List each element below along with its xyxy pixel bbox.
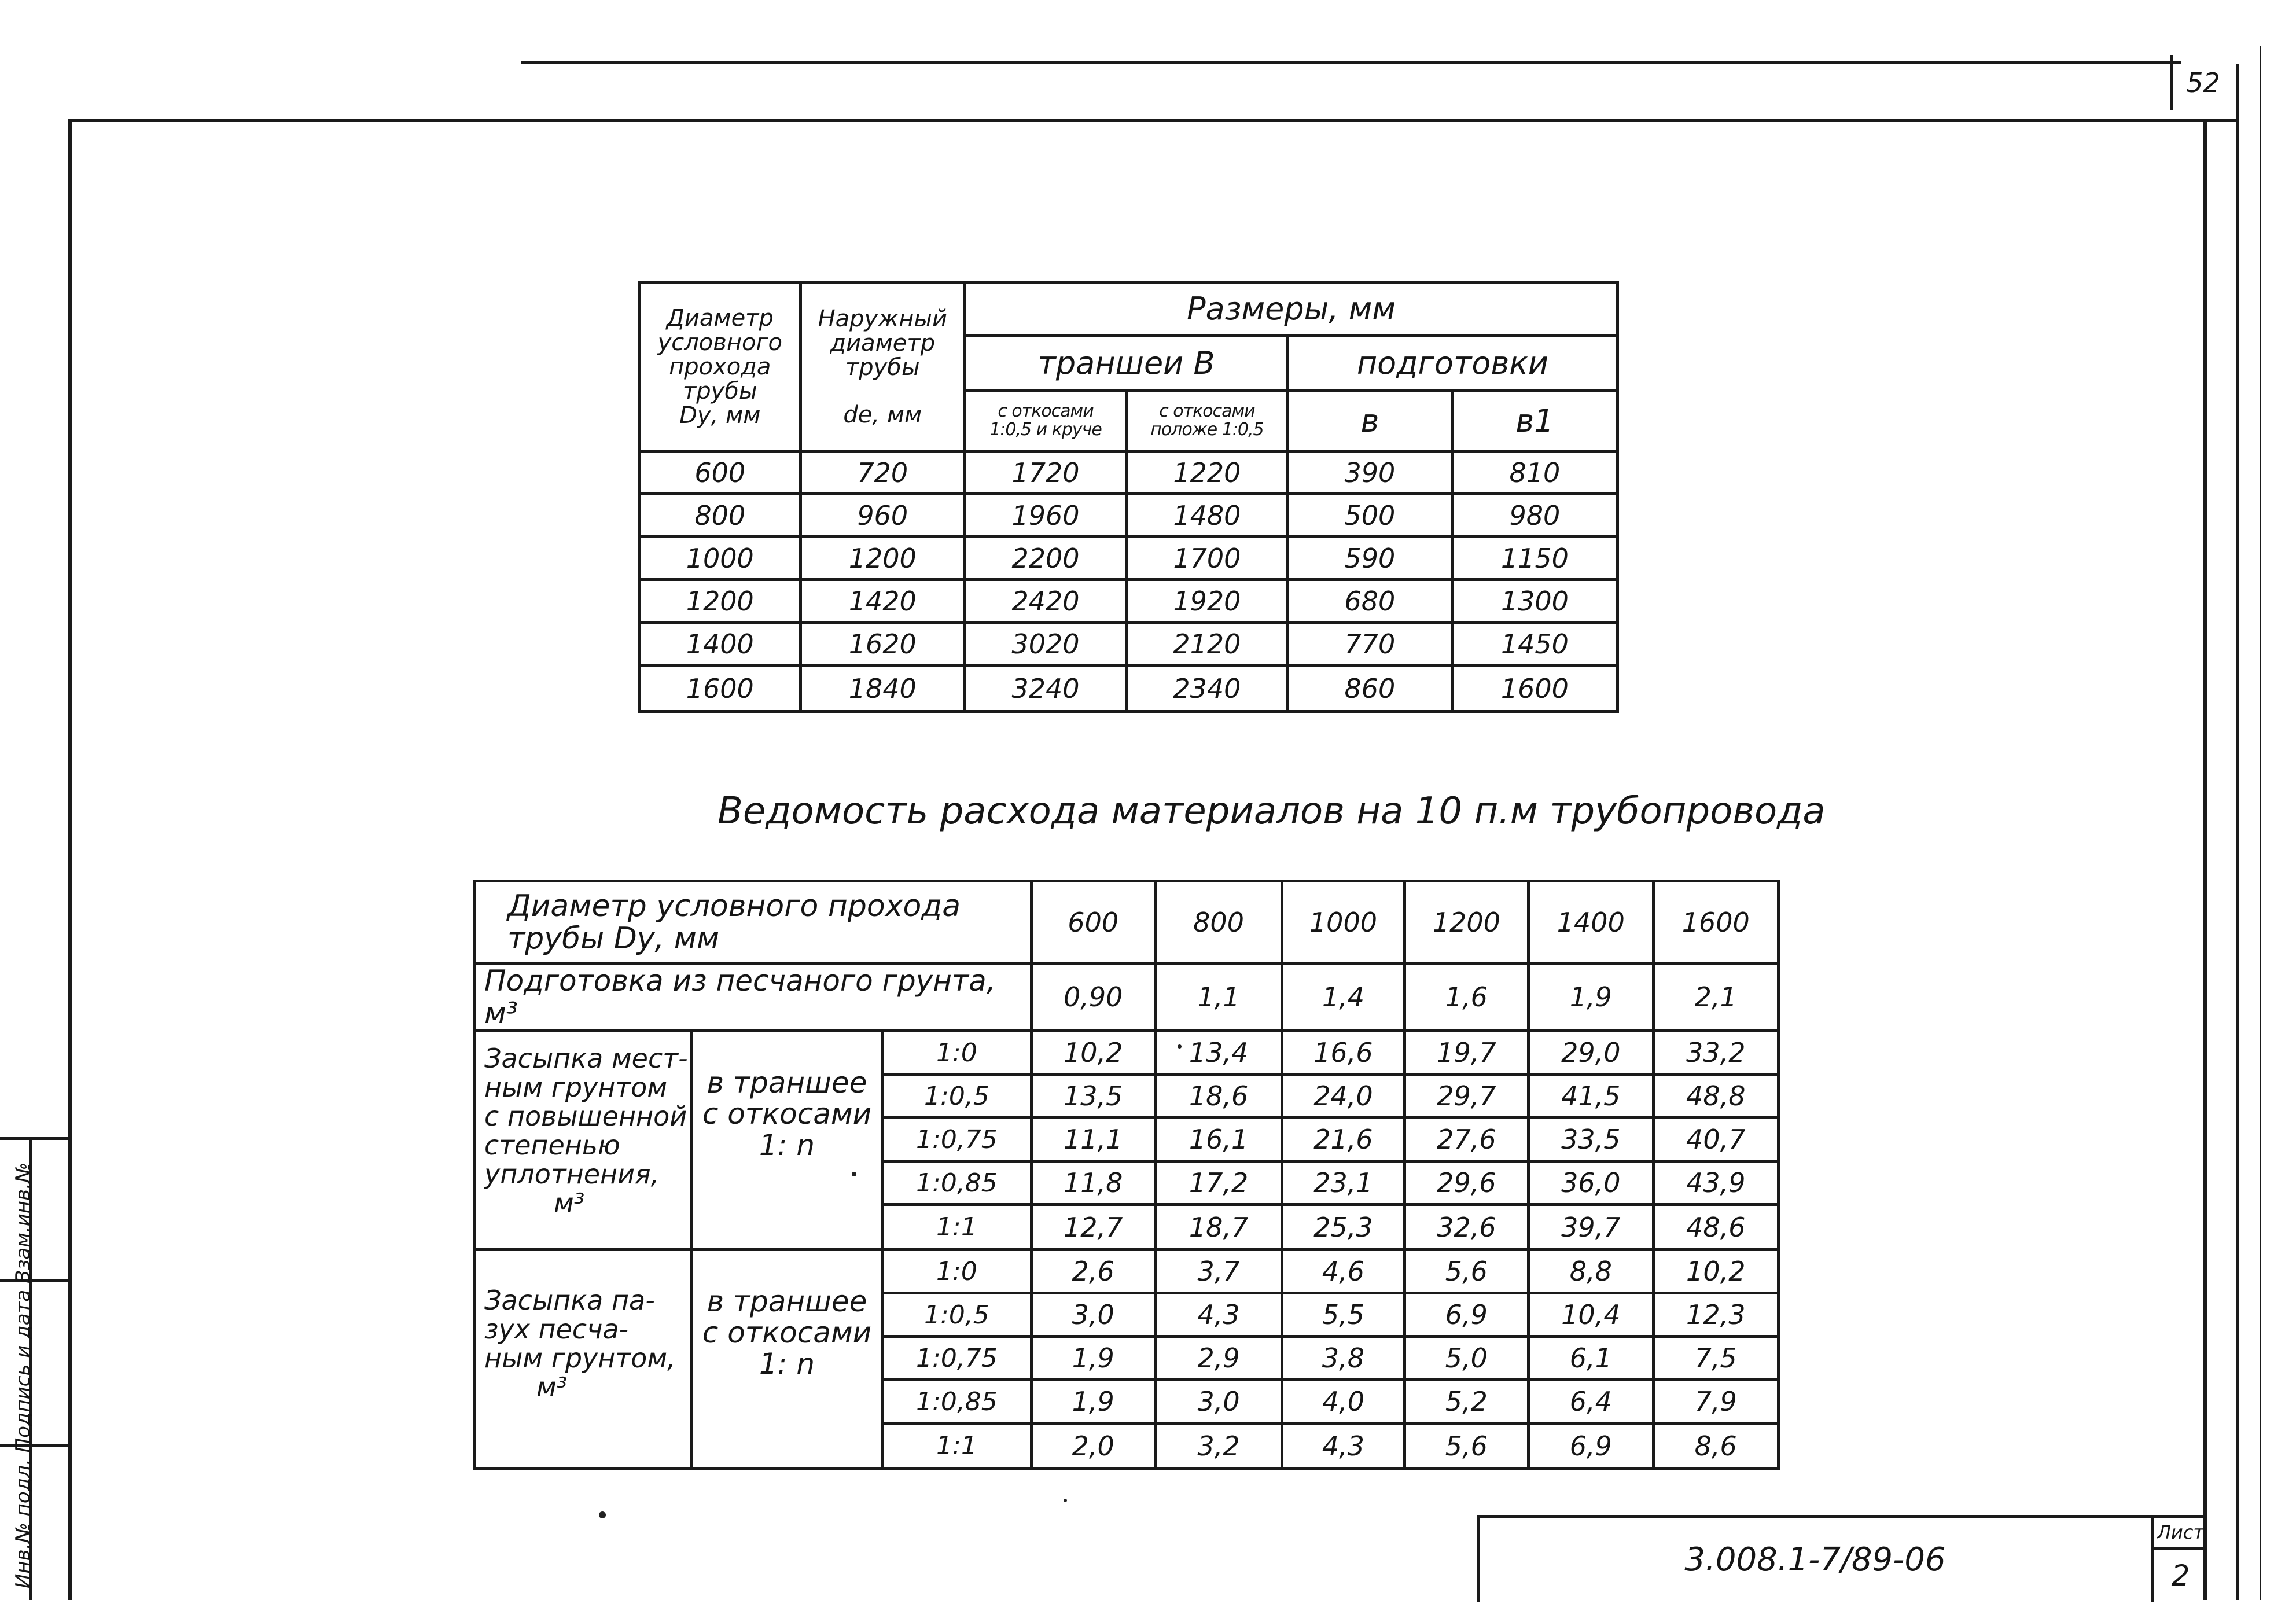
sheet-number: 2	[2171, 1559, 2190, 1592]
side-stamp-row-2	[0, 1444, 69, 1447]
cell: 5,0	[1404, 1337, 1528, 1380]
cell: 980	[1452, 494, 1617, 537]
frame-top-line	[69, 119, 2239, 122]
cell: 960	[800, 494, 965, 537]
cell: 1600	[1452, 665, 1617, 712]
table-row	[640, 537, 1618, 580]
cell: 25,3	[1282, 1205, 1404, 1250]
cell: 3,8	[1282, 1337, 1404, 1380]
cell: 48,8	[1653, 1075, 1778, 1118]
header-diameter-600: 600	[1031, 881, 1155, 963]
group1-label: Засыпка мест- ным грунтом с повышенной степенью уплотнения, м³	[475, 1031, 692, 1250]
cell: 21,6	[1282, 1118, 1404, 1161]
top-border-line	[521, 61, 2181, 64]
cell: 12,3	[1653, 1293, 1778, 1337]
cell: 19,7	[1404, 1031, 1528, 1075]
cell: 11,1	[1031, 1118, 1155, 1161]
cell: 13,4	[1155, 1031, 1282, 1075]
cell: 1200	[800, 537, 965, 580]
frame-edge-line	[2260, 46, 2261, 1600]
table-row	[640, 623, 1618, 665]
cell: 10,4	[1529, 1293, 1653, 1337]
cell: 17,2	[1155, 1161, 1282, 1205]
cell: 590	[1287, 537, 1452, 580]
cell: 1,9	[1031, 1337, 1155, 1380]
cell: 23,1	[1282, 1161, 1404, 1205]
cell: 6,4	[1529, 1380, 1653, 1424]
cell: 16,1	[1155, 1118, 1282, 1161]
table-row	[640, 580, 1618, 623]
sheet-cell	[2151, 1518, 2207, 1602]
cell: 1600	[640, 665, 801, 712]
header-diameter-1200: 1200	[1404, 881, 1528, 963]
table-row	[640, 494, 1618, 537]
header-diameter-1400: 1400	[1529, 881, 1653, 963]
cell: 3,0	[1031, 1293, 1155, 1337]
cell: 1720	[965, 451, 1127, 494]
table-row	[640, 451, 1618, 494]
cell: 1840	[800, 665, 965, 712]
header-diameter-1000: 1000	[1282, 881, 1404, 963]
cell: 1200	[640, 580, 801, 623]
cell: 1480	[1126, 494, 1287, 537]
slope-cell: 1:0,5	[882, 1293, 1031, 1337]
cell: 1450	[1452, 623, 1617, 665]
cell: 3,7	[1155, 1250, 1282, 1293]
cell: 1,9	[1529, 963, 1653, 1031]
cell: 1150	[1452, 537, 1617, 580]
header-sizes: Размеры, мм	[965, 282, 1618, 336]
cell: 1,9	[1031, 1380, 1155, 1424]
cell: 11,8	[1031, 1161, 1155, 1205]
slope-cell: 1:0	[882, 1031, 1031, 1075]
cell: 6,1	[1529, 1337, 1653, 1380]
cell: 1220	[1126, 451, 1287, 494]
cell: 3,0	[1155, 1380, 1282, 1424]
cell: 1700	[1126, 537, 1287, 580]
cell: 18,7	[1155, 1205, 1282, 1250]
slope-cell: 1:0,75	[882, 1337, 1031, 1380]
slope-cell: 1:1	[882, 1205, 1031, 1250]
cell: 4,6	[1282, 1250, 1404, 1293]
cell: 500	[1287, 494, 1452, 537]
header-dn: Диаметр условного прохода трубы Dу, мм	[640, 282, 801, 451]
cell: 810	[1452, 451, 1617, 494]
side-stamp-label: Инв.№ подл. Подпись и дата Взам.инв.№	[12, 1162, 35, 1588]
cell: 1960	[965, 494, 1127, 537]
cell: 5,6	[1404, 1424, 1528, 1469]
cell: 5,6	[1404, 1250, 1528, 1293]
cell: 2,0	[1031, 1424, 1155, 1469]
scan-speck	[852, 1172, 856, 1176]
cell: 7,9	[1653, 1380, 1778, 1424]
table-row	[640, 665, 1618, 712]
header-de: Наружный диаметр трубы de, мм	[800, 282, 965, 451]
slope-cell: 1:0,5	[882, 1075, 1031, 1118]
cell: 18,6	[1155, 1075, 1282, 1118]
frame-outer-right-line	[2236, 64, 2239, 1600]
cell: 4,3	[1282, 1424, 1404, 1469]
cell: 1420	[800, 580, 965, 623]
header-gentle-slopes: с откосами положе 1:0,5	[1126, 391, 1287, 451]
header-b: в	[1287, 391, 1452, 451]
cell: 5,5	[1282, 1293, 1404, 1337]
prep-label: Подготовка из песчаного грунта, м³	[475, 963, 1032, 1031]
cell: 41,5	[1529, 1075, 1653, 1118]
cell: 1,6	[1404, 963, 1528, 1031]
cell: 800	[640, 494, 801, 537]
cell: 36,0	[1529, 1161, 1653, 1205]
cell: 2,6	[1031, 1250, 1155, 1293]
cell: 43,9	[1653, 1161, 1778, 1205]
table-row	[475, 1250, 1779, 1293]
cell: 720	[800, 451, 965, 494]
cell: 1300	[1452, 580, 1617, 623]
cell: 27,6	[1404, 1118, 1528, 1161]
title-block	[1477, 1515, 2205, 1602]
cell: 32,6	[1404, 1205, 1528, 1250]
cell: 39,7	[1529, 1205, 1653, 1250]
cell: 33,5	[1529, 1118, 1653, 1161]
cell: 680	[1287, 580, 1452, 623]
cell: 6,9	[1529, 1424, 1653, 1469]
scan-speck	[1064, 1499, 1067, 1502]
cell: 29,0	[1529, 1031, 1653, 1075]
side-stamp-top	[0, 1137, 69, 1140]
cell: 40,7	[1653, 1118, 1778, 1161]
cell: 7,5	[1653, 1337, 1778, 1380]
cell: 1,1	[1155, 963, 1282, 1031]
table-row	[475, 1031, 1779, 1075]
table-row	[475, 963, 1779, 1031]
header-steep-slopes: с откосами 1:0,5 и круче	[965, 391, 1127, 451]
cell: 48,6	[1653, 1205, 1778, 1250]
slope-cell: 1:0,85	[882, 1161, 1031, 1205]
scan-speck	[1178, 1044, 1182, 1049]
cell: 10,2	[1653, 1250, 1778, 1293]
group2-label: Засыпка па- зух песча- ным грунтом, м³	[475, 1250, 692, 1469]
cell: 1620	[800, 623, 965, 665]
cell: 2120	[1126, 623, 1287, 665]
cell: 16,6	[1282, 1031, 1404, 1075]
side-stamp-row-1	[0, 1279, 69, 1282]
cell: 10,2	[1031, 1031, 1155, 1075]
cell: 1,4	[1282, 963, 1404, 1031]
header-b1: в1	[1452, 391, 1617, 451]
slope-cell: 1:0	[882, 1250, 1031, 1293]
cell: 1920	[1126, 580, 1287, 623]
cell: 3020	[965, 623, 1127, 665]
slope-cell: 1:1	[882, 1424, 1031, 1469]
cell: 12,7	[1031, 1205, 1155, 1250]
cell: 2420	[965, 580, 1127, 623]
trench-dimensions-table	[638, 281, 1619, 713]
header-diameter-label: Диаметр условного прохода трубы Dу, мм	[475, 881, 1032, 963]
cell: 6,9	[1404, 1293, 1528, 1337]
frame-right-line	[2203, 119, 2207, 1600]
materials-table-title: Ведомость расхода материалов на 10 п.м трубопровода	[718, 790, 1826, 833]
cell: 2,9	[1155, 1337, 1282, 1380]
cell: 24,0	[1282, 1075, 1404, 1118]
header-diameter-1600: 1600	[1653, 881, 1778, 963]
page-number: 52	[2170, 55, 2234, 110]
cell: 13,5	[1031, 1075, 1155, 1118]
cell: 2200	[965, 537, 1127, 580]
side-stamp	[0, 1137, 69, 1600]
cell: 860	[1287, 665, 1452, 712]
cell: 33,2	[1653, 1031, 1778, 1075]
cell: 600	[640, 451, 801, 494]
cell: 3,2	[1155, 1424, 1282, 1469]
cell: 4,3	[1155, 1293, 1282, 1337]
sheet-label: Лист	[2154, 1518, 2207, 1550]
scan-speck	[599, 1511, 606, 1518]
document-code: 3.008.1-7/89-06	[1684, 1541, 1946, 1579]
cell: 770	[1287, 623, 1452, 665]
header-diameter-800: 800	[1155, 881, 1282, 963]
slope-cell: 1:0,75	[882, 1118, 1031, 1161]
cell: 4,0	[1282, 1380, 1404, 1424]
cell: 5,2	[1404, 1380, 1528, 1424]
cell: 29,7	[1404, 1075, 1528, 1118]
cell: 29,6	[1404, 1161, 1528, 1205]
cell: 8,6	[1653, 1424, 1778, 1469]
cell: 1400	[640, 623, 801, 665]
cell: 3240	[965, 665, 1127, 712]
group1-sub: в траншее с откосами 1: n	[691, 1031, 882, 1250]
cell: 1000	[640, 537, 801, 580]
cell: 390	[1287, 451, 1452, 494]
header-trench: траншеи B	[965, 336, 1288, 391]
cell: 8,8	[1529, 1250, 1653, 1293]
header-prep: подготовки	[1287, 336, 1617, 391]
slope-cell: 1:0,85	[882, 1380, 1031, 1424]
group2-sub: в траншее с откосами 1: n	[691, 1250, 882, 1469]
cell: 2,1	[1653, 963, 1778, 1031]
cell: 0,90	[1031, 963, 1155, 1031]
materials-table	[473, 880, 1780, 1470]
cell: 2340	[1126, 665, 1287, 712]
